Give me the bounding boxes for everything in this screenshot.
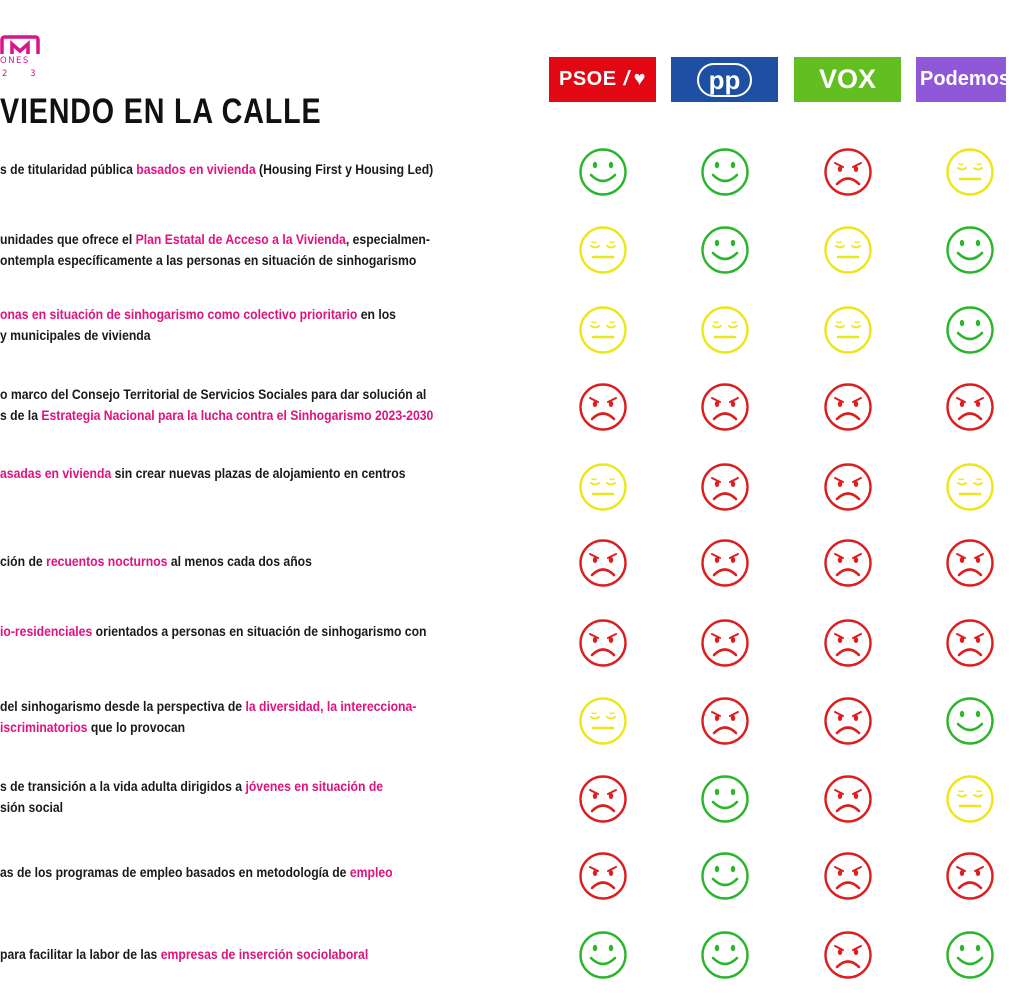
proposal-line — [0, 305, 456, 326]
proposal-line — [0, 622, 456, 643]
proposal-text-segment: (Housing First y Housing Led) — [255, 162, 434, 178]
logo-wordmark: ONES — [0, 56, 30, 66]
neutral-face-icon-vox — [823, 225, 873, 275]
proposal-line — [0, 697, 456, 718]
proposal-text-segment: al menos cada dos años — [167, 554, 312, 570]
highlighted-text: io-residenciales — [0, 624, 93, 640]
smiling-face-icon-podemos — [945, 930, 995, 980]
proposal-line — [0, 798, 456, 819]
proposal-text-segment: s de la — [0, 408, 42, 424]
highlighted-text: jóvenes en situación de — [245, 779, 384, 795]
proposal-line — [0, 945, 456, 966]
proposal-text-segment: s de titularidad pública — [0, 162, 137, 178]
frowning-face-icon-psoe — [578, 774, 628, 824]
highlighted-text: empleo — [349, 865, 393, 881]
highlighted-text: asadas en vivienda — [0, 466, 112, 482]
proposal-text — [0, 385, 530, 427]
proposal-text — [0, 945, 530, 966]
proposal-text — [0, 863, 530, 884]
proposal-text — [0, 552, 530, 573]
proposal-line — [0, 464, 456, 485]
neutral-face-icon-psoe — [578, 696, 628, 746]
proposal-text-segment: del sinhogarismo desde la perspectiva de — [0, 699, 246, 715]
neutral-face-icon-podemos — [945, 462, 995, 512]
proposal-text — [0, 622, 530, 643]
highlighted-text: la diversidad, la interecciona- — [245, 699, 417, 715]
neutral-face-icon-psoe — [578, 462, 628, 512]
smiling-face-icon-psoe — [578, 930, 628, 980]
frowning-face-icon-vox — [823, 382, 873, 432]
frowning-face-icon-vox — [823, 774, 873, 824]
frowning-face-icon-vox — [823, 930, 873, 980]
highlighted-text: Estrategia Nacional para la lucha contra el Sinhogarismo 2023-2030 — [41, 408, 434, 424]
proposal-line — [0, 385, 456, 406]
proposal-text-segment: que lo provocan — [87, 720, 186, 736]
proposal-text-segment: y municipales de vivienda — [0, 328, 151, 344]
neutral-face-icon-pp — [700, 305, 750, 355]
proposal-text-segment: sión social — [0, 800, 64, 816]
frowning-face-icon-psoe — [578, 382, 628, 432]
proposal-line — [0, 406, 456, 427]
proposal-text — [0, 160, 530, 181]
frowning-face-icon-psoe — [578, 618, 628, 668]
proposal-line — [0, 718, 456, 739]
smiling-face-icon-pp — [700, 225, 750, 275]
highlighted-text: onas en situación de sinhogarismo como colectivo prioritario — [0, 307, 358, 323]
frowning-face-icon-podemos — [945, 538, 995, 588]
highlighted-text: Plan Estatal de Acceso a la Vivienda — [135, 232, 346, 248]
neutral-face-icon-vox — [823, 305, 873, 355]
smiling-face-icon-podemos — [945, 225, 995, 275]
party-name-vox: VOX — [818, 64, 877, 94]
logo-year: 2 3 — [2, 69, 46, 79]
neutral-face-icon-podemos — [945, 147, 995, 197]
proposal-text-segment: sin crear nuevas plazas de alojamiento en centros — [111, 466, 406, 482]
proposal-text-segment: para facilitar la labor de las — [0, 947, 161, 963]
proposal-text-segment: unidades que ofrece el — [0, 232, 136, 248]
proposal-text-segment: orientados a personas en situación de sinhogarismo con — [92, 624, 427, 640]
frowning-face-icon-vox — [823, 696, 873, 746]
highlighted-text: recuentos nocturnos — [46, 554, 168, 570]
frowning-face-icon-psoe — [578, 851, 628, 901]
smiling-face-icon-pp — [700, 930, 750, 980]
proposal-text-segment: as de los programas de empleo basados en metodología de — [0, 865, 350, 881]
smiling-face-icon-pp — [700, 147, 750, 197]
frowning-face-icon-pp — [700, 382, 750, 432]
neutral-face-icon-psoe — [578, 305, 628, 355]
frowning-face-icon-podemos — [945, 851, 995, 901]
frowning-face-icon-pp — [700, 462, 750, 512]
frowning-face-icon-vox — [823, 851, 873, 901]
frowning-face-icon-pp — [700, 618, 750, 668]
smiling-face-icon-podemos — [945, 696, 995, 746]
party-name-podemos: Podemos — [920, 68, 1010, 90]
proposal-text — [0, 230, 530, 272]
proposal-text — [0, 464, 530, 485]
proposal-text-segment: s de transición a la vida adulta dirigidos a — [0, 779, 246, 795]
proposal-line — [0, 552, 456, 573]
frowning-face-icon-vox — [823, 538, 873, 588]
frowning-face-icon-vox — [823, 618, 873, 668]
proposal-line — [0, 777, 456, 798]
smiling-face-icon-podemos — [945, 305, 995, 355]
highlighted-text: empresas de inserción sociolaboral — [160, 947, 369, 963]
proposal-text-segment: ontempla específicamente a las personas en situación de sinhogarismo — [0, 253, 417, 269]
smiling-face-icon-pp — [700, 774, 750, 824]
heart-icon: ♥ — [633, 68, 646, 90]
frowning-face-icon-vox — [823, 462, 873, 512]
proposal-text-segment: , especialmen- — [345, 232, 430, 248]
slash-icon: / — [623, 68, 630, 90]
proposal-line — [0, 230, 456, 251]
frowning-face-icon-podemos — [945, 382, 995, 432]
proposal-text-segment: en los — [357, 307, 396, 323]
party-name-pp: pp — [697, 63, 753, 97]
proposal-line — [0, 160, 456, 181]
proposal-text — [0, 305, 530, 347]
proposal-text — [0, 777, 530, 819]
frowning-face-icon-pp — [700, 696, 750, 746]
frowning-face-icon-podemos — [945, 618, 995, 668]
neutral-face-icon-psoe — [578, 225, 628, 275]
neutral-face-icon-podemos — [945, 774, 995, 824]
frowning-face-icon-vox — [823, 147, 873, 197]
frowning-face-icon-psoe — [578, 538, 628, 588]
proposal-line — [0, 863, 456, 884]
smiling-face-icon-psoe — [578, 147, 628, 197]
proposal-text — [0, 697, 530, 739]
proposal-text-segment: ción de — [0, 554, 47, 570]
proposal-line — [0, 326, 456, 347]
proposal-line — [0, 251, 456, 272]
page-title: VIENDO EN LA CALLE — [0, 92, 322, 131]
smiling-face-icon-pp — [700, 851, 750, 901]
party-name-psoe: PSOE — [558, 68, 617, 90]
frowning-face-icon-pp — [700, 538, 750, 588]
highlighted-text: basados en vivienda — [136, 162, 256, 178]
highlighted-text: iscriminatorios — [0, 720, 88, 736]
proposal-text-segment: o marco del Consejo Territorial de Servicios Sociales para dar solución al — [0, 387, 427, 403]
